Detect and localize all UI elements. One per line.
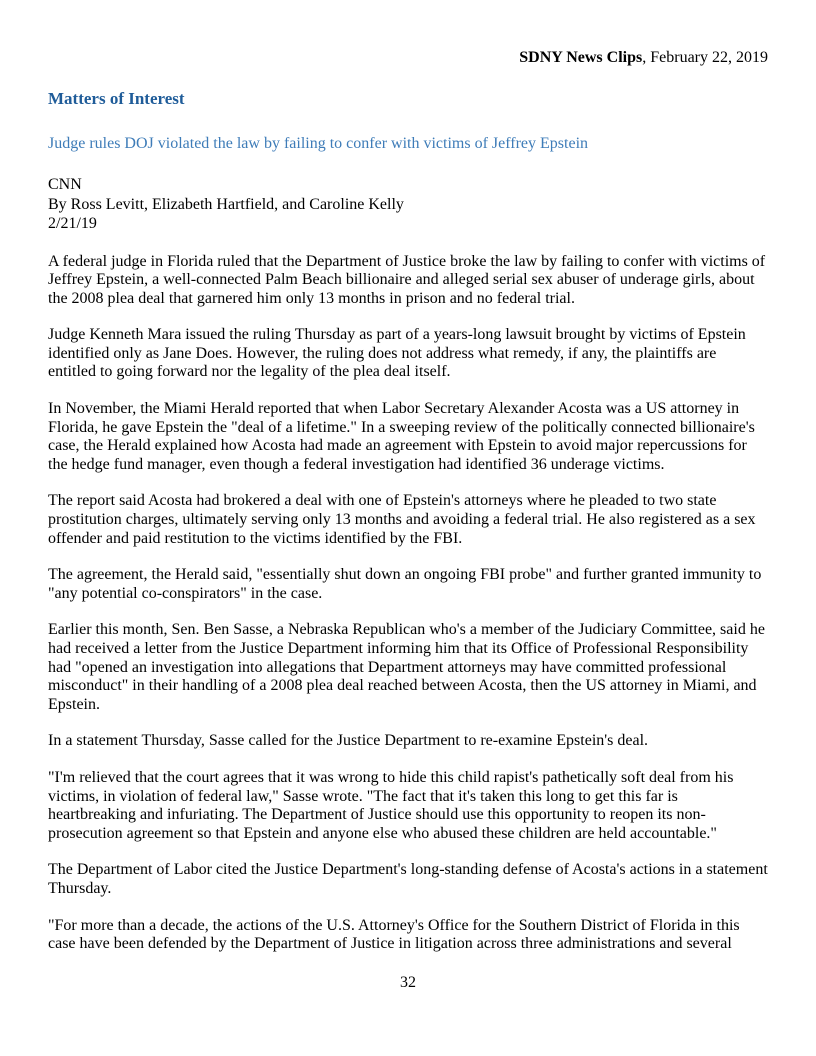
article-paragraph: "For more than a decade, the actions of the U.S. Attorney's Office for the Southern District of Florida in this case have been defended by the Department of Justice in litigation across three administrations and several xyxy=(48,916,740,953)
article-paragraph: The Department of Labor cited the Justice Department's long-standing defense of Acosta's actions in a statement Thursday. xyxy=(48,861,768,897)
article-paragraph: Earlier this month, Sen. Ben Sasse, a Nebraska Republican who's a member of the Judiciary Committee, said he had received a letter from the Justice Department informing him that its Office of Professional Responsibility had "opened an investigation into allegations that Department attorneys may have committed professional misconduct" in their handling of a 2008 plea deal reached between Acosta, then the US attorney in Miami, and Epstein. xyxy=(48,621,765,713)
article-body xyxy=(48,253,768,954)
article-headline: Judge rules DOJ violated the law by failing to confer with victims of Jeffrey Epstein xyxy=(48,135,589,152)
header-title: SDNY News Clips xyxy=(519,49,643,66)
article-paragraph: The report said Acosta had brokered a deal with one of Epstein's attorneys where he pleaded to two state prostitution charges, ultimately serving only 13 months and avoiding a federal trial. He also registered as a sex offender and paid restitution to the victims identified by the FBI. xyxy=(48,492,756,547)
section-title: Matters of Interest xyxy=(48,89,185,108)
article-paragraph: "I'm relieved that the court agrees that it was wrong to hide this child rapist's pathetically soft deal from his victims, in violation of federal law," Sasse wrote. "The fact that it's taken this long to get this far is heartbreaking and infuriating. The Department of Justice should use this opportunity to reopen its non-prosecution agreement so that Epstein and anyone else who abused these children are held accountable." xyxy=(48,768,734,842)
article-paragraph: Judge Kenneth Mara issued the ruling Thursday as part of a years-long lawsuit brought by victims of Epstein identified only as Jane Does. However, the ruling does not address what remedy, if any, the plaintiffs are entitled to going forward nor the legality of the plea deal itself. xyxy=(48,326,746,381)
article-source: CNN xyxy=(48,176,82,193)
page-header xyxy=(48,48,768,67)
page-number: 32 xyxy=(400,974,416,991)
article-authors: By Ross Levitt, Elizabeth Hartfield, and Caroline Kelly xyxy=(48,195,404,213)
header-date: , February 22, 2019 xyxy=(642,49,768,66)
article-paragraph: The agreement, the Herald said, "essentially shut down an ongoing FBI probe" and further granted immunity to "any potential co-conspirators" in the case. xyxy=(48,566,762,602)
article-paragraph: A federal judge in Florida ruled that the Department of Justice broke the law by failing to confer with victims of Jeffrey Epstein, a well-connected Palm Beach billionaire and alleged serial sex abuser of underage girls, about the 2008 plea deal that garnered him only 13 months in prison and no federal trial. xyxy=(48,252,766,307)
article-byline-block xyxy=(48,175,768,234)
article-paragraph: In November, the Miami Herald reported that when Labor Secretary Alexander Acosta was a US attorney in Florida, he gave Epstein the "deal of a lifetime." In a sweeping review of the politically connected billionaire's case, the Herald explained how Acosta had made an agreement with Epstein to avoid major repercussions for the hedge fund manager, even though a federal investigation had identified 36 underage victims. xyxy=(48,400,755,473)
article-paragraph: In a statement Thursday, Sasse called for the Justice Department to re-examine Epstein's deal. xyxy=(48,732,649,750)
article-date: 2/21/19 xyxy=(48,215,97,232)
